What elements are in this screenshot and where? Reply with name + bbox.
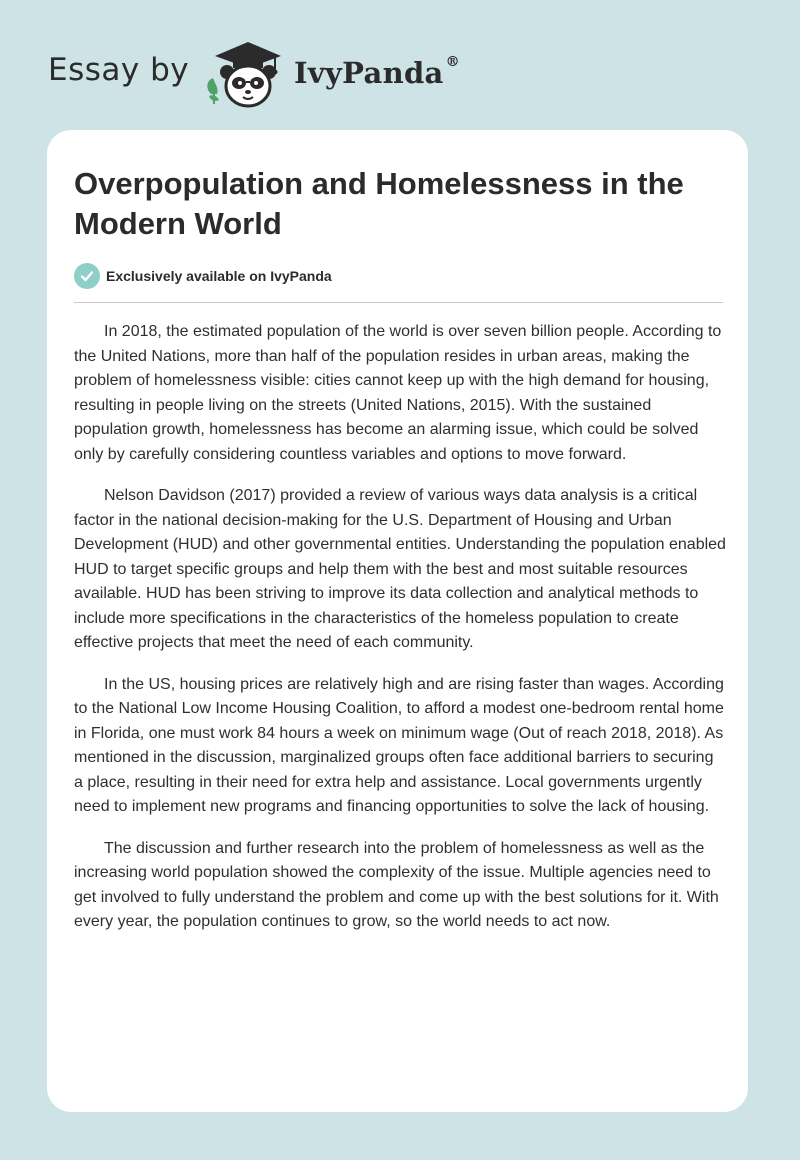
page-title: Overpopulation and Homelessness in the Modern World [74,166,684,241]
exclusive-badge [74,263,332,289]
panda-graduate-logo-icon[interactable] [203,34,293,110]
paragraph: In 2018, the estimated population of the world is over seven billion people. According to the United Nations, more than half of the population resides in urban areas, making the problem of homelessness visible: cities cannot keep up with the high demand for housing, resulting in people living on the streets (United Nations, 2015). With the sustained population growth, homelessness has become an alarming issue, which could be solved only by carefully considering countless variables and options to move forward. [74,323,722,463]
essay-body [74,320,726,952]
badge-label: Exclusively available on IvyPanda [106,268,332,284]
registered-mark: ® [445,54,460,70]
site-header [48,34,748,112]
paragraph: The discussion and further research into the problem of homelessness as well as the increasing world population showed the complexity of the issue. Multiple agencies need to get involved to fully understand the problem and come up with the best solutions for it. With every year, the population continues to grow, so the world needs to act now. [74,839,719,930]
paragraph: In the US, housing prices are relatively high and are rising faster than wages. According to the National Low Income Housing Coalition, to afford a modest one-bedroom rental home in Florida, one must work 84 hours a week on minimum wage (Out of reach 2018, 2018). As mentioned in the discussion, marginalized groups often face additional barriers to securing a place, resulting in their need for extra help and assistance. Local governments urgently need to implement new programs and financing opportunities to solve the lack of housing. [74,675,724,815]
divider [74,302,723,303]
essay-by-label: Essay by [48,52,190,88]
paragraph: Nelson Davidson (2017) provided a review of various ways data analysis is a critical factor in the national decision-making for the U.S. Department of Housing and Urban Development (HUD) and other governmental entities. Understanding the population enabled HUD to target specific groups and help them with the best and most suitable resources available. HUD has been striving to improve its data collection and analytical methods to include more specifications in the characteristics of the homeless population to create effective projects that meet the need of each community. [74,487,726,651]
essay-card [47,130,748,1112]
brand-name[interactable]: IvyPanda ® [294,54,460,90]
check-circle-icon [74,263,100,289]
